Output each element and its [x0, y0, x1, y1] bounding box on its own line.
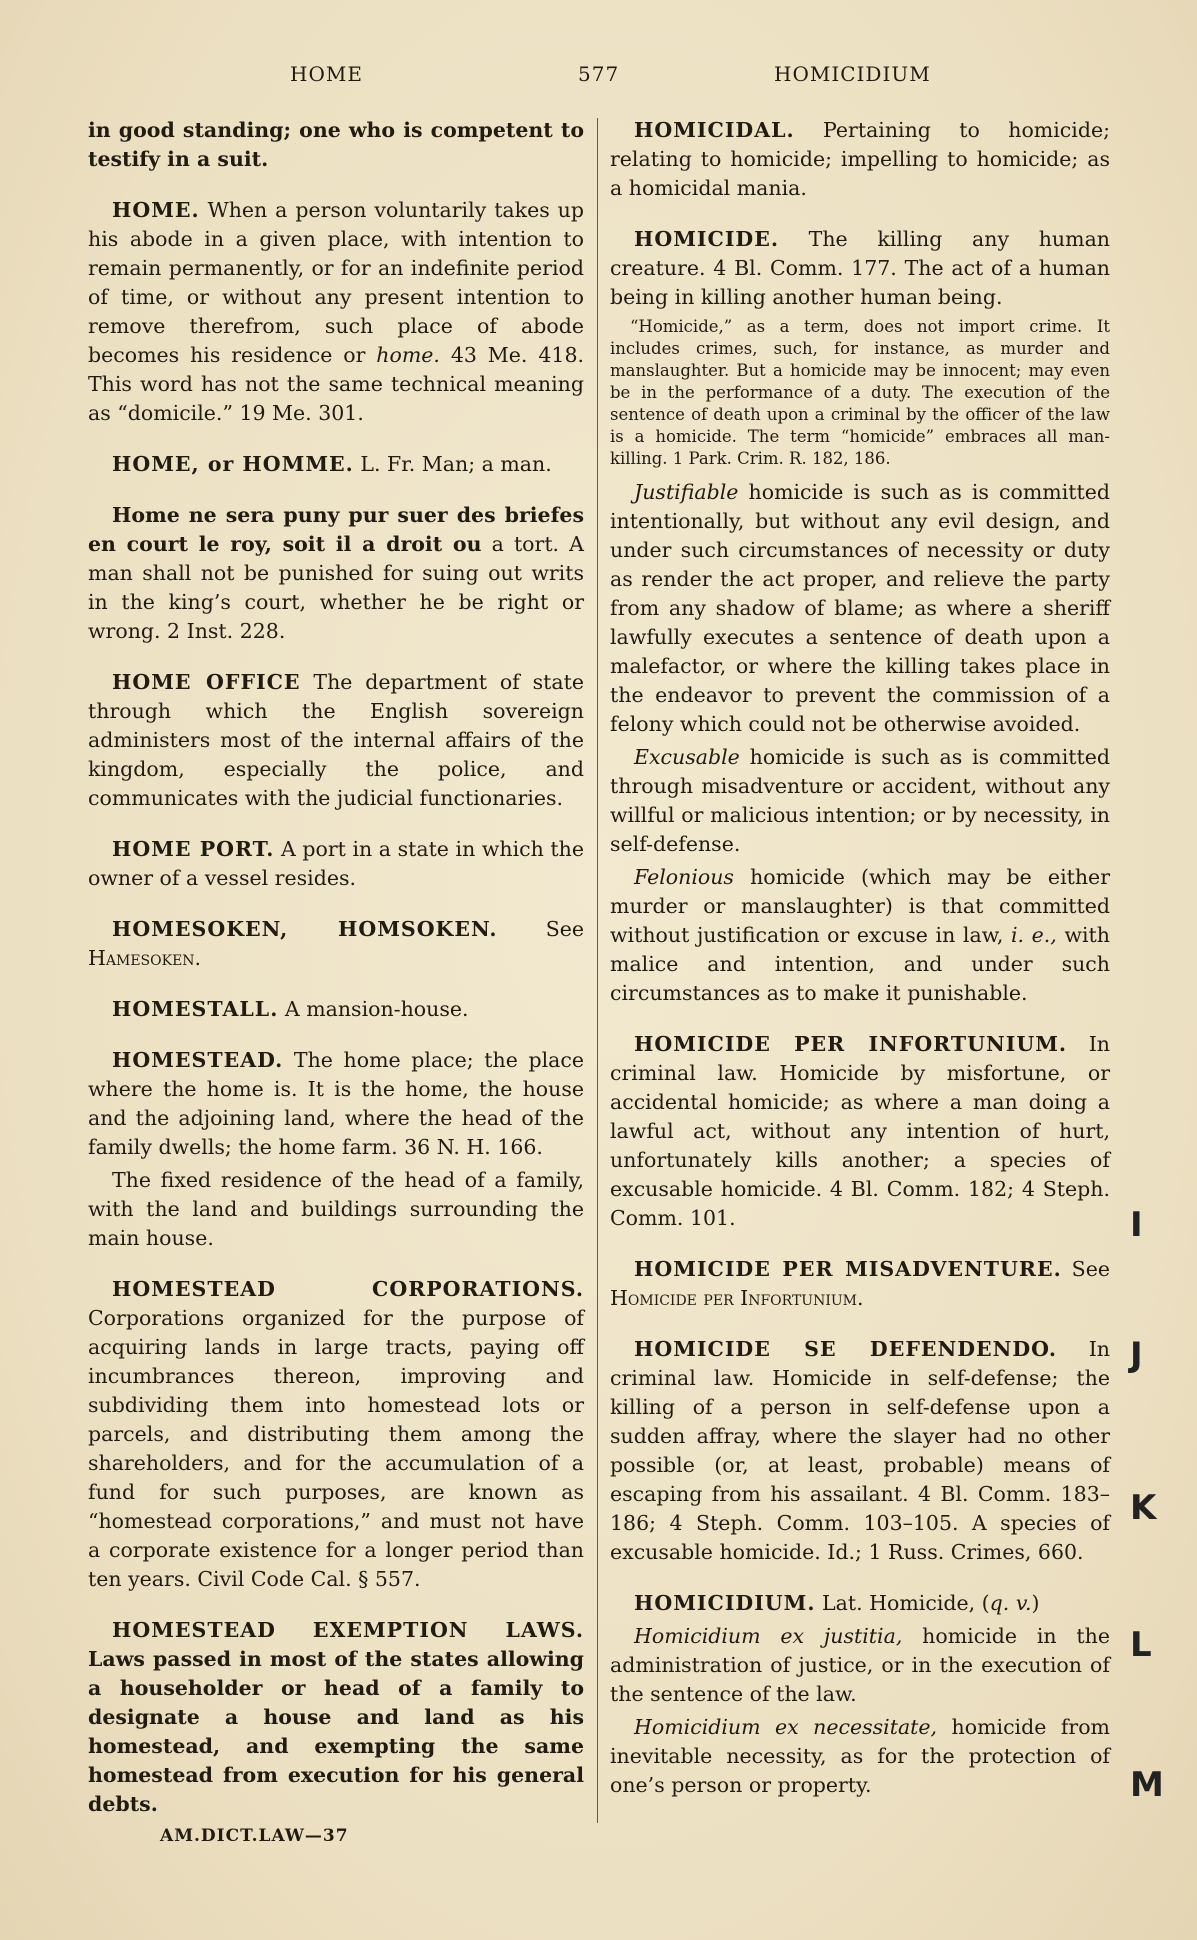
- entry-homicide: HOMICIDE. The killing any human creature. 4 Bl. Comm. 177. The act of a human being in killing another human being.: [610, 227, 1110, 309]
- entry-homestead-continued: The fixed residence of the head of a family, with the land and buildings surrounding the main house.: [88, 1168, 584, 1250]
- entry-homicide-per-misadventure: HOMICIDE PER MISADVENTURE. See Homicide per Infortunium.: [610, 1257, 1110, 1310]
- cross-reference: Homicide per Infortunium.: [610, 1286, 864, 1310]
- thumb-index-tab-l[interactable]: L: [1130, 1625, 1152, 1665]
- entry-home-port: HOME PORT. A port in a state in which the owner of a vessel resides.: [88, 837, 584, 890]
- entry-homestead-corporations: HOMESTEAD CORPORATIONS. Corporations organized for the purpose of acquiring lands in large tracts, paying off incumbrances thereon, improving and subdividing them into homestead lots or parcels, and distributing them among the shareholders, and for the accumulation of a fund for such purposes, are known as “homestead corporations,” and must not have a corporate existence for a longer period than ten years. Civil Code Cal. § 557.: [88, 1277, 584, 1591]
- entry-justifiable-homicide: Justifiable homicide is such as is committed intentionally, but without any evil design, and under such circumstances of necessity or duty as render the act proper, and relieve the party from any shadow of blame; as where a sheriff lawfully executes a sentence of death upon a malefactor, or where the killing takes place in the endeavor to prevent the commission of a felony which could not be otherwise avoided.: [610, 480, 1110, 736]
- thumb-index-tab-j[interactable]: J: [1130, 1335, 1143, 1375]
- entry-home-homme: HOME, or HOMME. L. Fr. Man; a man.: [112, 452, 552, 476]
- column-divider: [597, 118, 598, 1823]
- cross-reference: Hamesoken.: [88, 946, 202, 970]
- entry-homestall: HOMESTALL. A mansion-house.: [112, 997, 469, 1021]
- entry-home: HOME. When a person voluntarily takes up his abode in a given place, with intention to remain permanently, or for an indefinite period of time, or without any present intention to remove therefrom, such place of abode becomes his residence or home. 43 Me. 418. This word has not the same technical meaning as “domicile.” 19 Me. 301.: [88, 198, 584, 425]
- thumb-index-tab-k[interactable]: K: [1130, 1488, 1157, 1528]
- homicide-quotation: “Homicide,” as a term, does not import crime. It includes crimes, such, for instance, as murder and manslaughter. But a homicide may be innocent; may even be in the performance of a duty. The execution of the sentence of death upon a criminal by the officer of the law is a homicide. The term “homicide” embraces all man-killing. 1 Park. Crim. R. 182, 186.: [610, 317, 1110, 468]
- entry-excusable-homicide: Excusable homicide is such as is committed through misadventure or accident, without any willful or malicious intention; or by necessity, in self-defense.: [610, 745, 1110, 856]
- entry-homicidal: HOMICIDAL. Pertaining to homicide; relating to homicide; impelling to homicide; as a homicidal mania.: [610, 118, 1110, 200]
- signature-footer: AM.DICT.LAW—37: [160, 1826, 349, 1846]
- entry-homestead: HOMESTEAD. The home place; the place where the home is. It is the home, the house and the adjoining land, where the head of the family dwells; the home farm. 36 N. H. 166.: [88, 1048, 584, 1159]
- page-number: 577: [578, 62, 620, 86]
- left-column: [88, 116, 584, 1841]
- running-header: [0, 62, 1197, 92]
- header-left-guide-word: HOME: [290, 62, 363, 86]
- entry-home-office: HOME OFFICE The department of state through which the English sovereign administers most of the internal affairs of the kingdom, especially the police, and communicates with the judicial functionaries.: [88, 670, 584, 810]
- header-right-guide-word: HOMICIDIUM: [774, 62, 931, 86]
- entry-homesoken: HOMESOKEN, HOMSOKEN. See Hamesoken.: [88, 917, 585, 970]
- entry-homicidium-ex-justitia: Homicidium ex justitia, homicide in the administration of justice, or in the execution of the sentence of the law.: [610, 1624, 1110, 1706]
- entry-home-maxim: Home ne sera puny pur suer des briefes en court le roy, soit il a droit ou a tort. A man shall not be punished for suing out writs in the king’s court, whether he be right or wrong. 2 Inst. 228.: [88, 503, 584, 643]
- thumb-index-tab-i[interactable]: I: [1130, 1205, 1143, 1245]
- entry-homestead-exemption-laws: HOMESTEAD EXEMPTION LAWS. Laws passed in most of the states allowing a householder or head of a family to designate a house and land as his homestead, and exempting the same homestead from execution for his general debts.: [88, 1618, 584, 1816]
- right-column: [610, 116, 1110, 1822]
- entry-homicide-se-defendendo: HOMICIDE SE DEFENDENDO. In criminal law. Homicide in self-defense; the killing of a person in self-defense upon a sudden affray, where the slayer had no other possible (or, at least, probable) means of escaping from his assailant. 4 Bl. Comm. 183–186; 4 Steph. Comm. 103–105. A species of excusable homicide. Id.; 1 Russ. Crimes, 660.: [610, 1337, 1110, 1564]
- entry-homicidium-ex-necessitate: Homicidium ex necessitate, homicide from inevitable necessity, as for the protection of one’s person or property.: [610, 1715, 1110, 1797]
- entry-homicide-per-infortunium: HOMICIDE PER INFORTUNIUM. In criminal law. Homicide by misfortune, or accidental homicide; as where a man doing a lawful act, without any intention of hurt, unfortunately kills another; a species of excusable homicide. 4 Bl. Comm. 182; 4 Steph. Comm. 101.: [610, 1032, 1110, 1230]
- thumb-index-tab-m[interactable]: M: [1130, 1765, 1164, 1805]
- entry-continuation: in good standing; one who is competent to testify in a suit.: [88, 118, 584, 171]
- entry-felonious-homicide: Felonious homicide (which may be either murder or manslaughter) is that committed without justification or excuse in law, i. e., with malice and intention, and under such circumstances as to make it punishable.: [610, 865, 1110, 1005]
- entry-homicidium: HOMICIDIUM. Lat. Homicide, (q. v.): [634, 1591, 1040, 1615]
